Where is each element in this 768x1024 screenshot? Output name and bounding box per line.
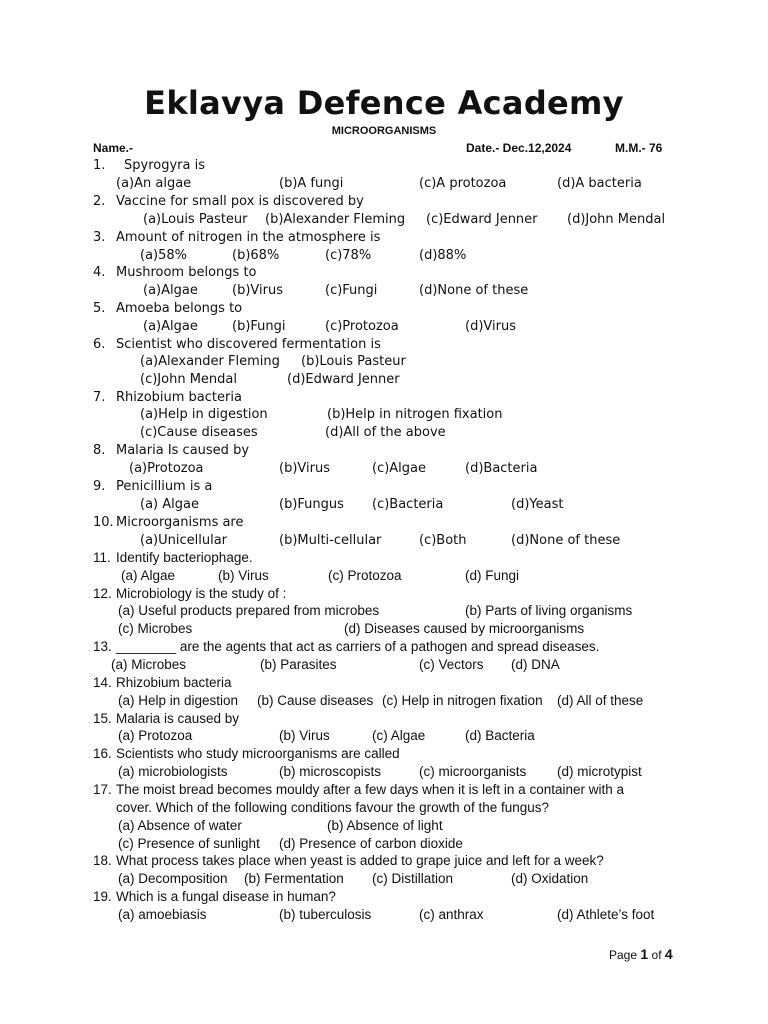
question-number: 12. xyxy=(93,586,112,601)
question-text: Mushroom belongs to xyxy=(116,265,257,280)
max-marks: M.M.- 76 xyxy=(615,141,663,155)
page-total: 4 xyxy=(664,946,673,962)
option: (c) anthrax xyxy=(419,907,484,922)
option: (a) Protozoa xyxy=(118,728,193,743)
option: (b)Virus xyxy=(279,461,330,476)
question-number: 10. xyxy=(93,515,114,530)
option: (c)Bacteria xyxy=(372,497,444,512)
question-number: 13. xyxy=(93,639,112,654)
page-footer xyxy=(609,946,673,962)
question-number: 18. xyxy=(93,853,112,868)
page-word: Page xyxy=(609,948,638,962)
question-number: 14. xyxy=(93,675,112,690)
option: (c)Both xyxy=(419,533,467,548)
option: (b)Multi-cellular xyxy=(279,533,382,548)
question-text: Microorganisms are xyxy=(116,515,244,530)
question-text: Malaria Is caused by xyxy=(116,443,250,458)
option: (c)Algae xyxy=(372,461,427,476)
question-text: Spyrogyra is xyxy=(124,158,205,173)
option: (a)Algae xyxy=(143,319,198,334)
option: (b)68% xyxy=(232,248,280,263)
question-number: 7. xyxy=(93,390,106,405)
document-subtitle: MICROORGANISMS xyxy=(331,125,437,137)
question-text: Which is a fungal disease in human? xyxy=(116,889,336,904)
option: (b)A fungi xyxy=(279,176,344,191)
option: (b) Virus xyxy=(218,568,269,583)
option: (d)Virus xyxy=(465,319,516,334)
question-text: Rhizobium bacteria xyxy=(116,675,232,690)
question-number: 1. xyxy=(93,158,106,173)
question-text: Amount of nitrogen in the atmosphere is xyxy=(116,230,381,245)
option: (d)John Mendal xyxy=(567,212,666,227)
option: (d)A bacteria xyxy=(557,176,642,191)
question-text: What process takes place when yeast is added to grape juice and left for a week? xyxy=(116,853,604,868)
option: (d)Yeast xyxy=(511,497,564,512)
page-number: 1 xyxy=(640,946,649,962)
question-number: 11. xyxy=(93,550,111,565)
question-number: 4. xyxy=(93,265,106,280)
option: (a)Help in digestion xyxy=(140,407,268,422)
option: (a)Alexander Fleming xyxy=(140,354,280,369)
option: (d) microtypist xyxy=(557,764,642,779)
option: (c)Protozoa xyxy=(325,319,399,334)
question-text: Vaccine for small pox is discovered by xyxy=(116,194,364,209)
option: (a) microbiologists xyxy=(118,764,228,779)
option: (b) Parts of living organisms xyxy=(465,603,633,618)
option: (c) Microbes xyxy=(118,621,193,636)
option: (d) Fungi xyxy=(465,568,520,583)
question-text: ________ are the agents that act as carriers of a pathogen and spread diseases. xyxy=(116,639,600,654)
option: (d)All of the above xyxy=(325,425,446,440)
option: (d)88% xyxy=(419,248,467,263)
question-text: Penicillium is a xyxy=(116,479,213,494)
option: (a)Protozoa xyxy=(129,461,204,476)
option: (d) Diseases caused by microorganisms xyxy=(344,621,585,636)
option: (b) Fermentation xyxy=(244,871,344,886)
question-text: Scientist who discovered fermentation is xyxy=(116,337,381,352)
option: (c)A protozoa xyxy=(419,176,507,191)
option: (a)Algae xyxy=(143,283,198,298)
option: (b) tuberculosis xyxy=(279,907,372,922)
question-number: 3. xyxy=(93,230,106,245)
option: (a) Useful products prepared from microbes xyxy=(118,603,380,618)
option: (c)78% xyxy=(325,248,372,263)
option: (d) All of these xyxy=(557,693,644,708)
document-title: Eklavya Defence Academy xyxy=(144,84,624,122)
option: (a) Absence of water xyxy=(118,818,242,833)
of-word: of xyxy=(651,948,662,962)
option: (a) Microbes xyxy=(111,657,187,672)
option: (a)58% xyxy=(140,248,188,263)
option: (b) Virus xyxy=(279,728,330,743)
option: (a) Algae xyxy=(121,568,176,583)
name-field-label: Name.- xyxy=(93,141,134,155)
option: (c)Edward Jenner xyxy=(426,212,538,227)
option: (d) Athlete’s foot xyxy=(557,907,655,922)
option: (a)An algae xyxy=(116,176,192,191)
option: (b)Louis Pasteur xyxy=(301,354,406,369)
question-number: 5. xyxy=(93,301,106,316)
question-text: Scientists who study microorganisms are called xyxy=(116,746,400,761)
option: (a)Unicellular xyxy=(140,533,228,548)
question-number: 15. xyxy=(93,711,112,726)
option: (b)Alexander Fleming xyxy=(265,212,406,227)
option: (d) Oxidation xyxy=(511,871,589,886)
option: (c) Protozoa xyxy=(328,568,402,583)
option: (d) DNA xyxy=(511,657,560,672)
option: (b)Fungi xyxy=(232,319,286,334)
option: (d)Bacteria xyxy=(465,461,538,476)
question-text: Microbiology is the study of : xyxy=(116,586,287,601)
option: (c)Fungi xyxy=(325,283,378,298)
option: (d) Bacteria xyxy=(465,728,535,743)
question-number: 19. xyxy=(93,889,112,904)
option: (a) Algae xyxy=(140,497,199,512)
option: (b)Virus xyxy=(232,283,283,298)
option: (b) Absence of light xyxy=(327,818,443,833)
option: (c) Distillation xyxy=(372,871,454,886)
option: (b)Help in nitrogen fixation xyxy=(327,407,503,422)
exam-date: Date.- Dec.12,2024 xyxy=(466,141,572,155)
option: (b) microscopists xyxy=(279,764,382,779)
option: (c)John Mendal xyxy=(140,372,237,387)
option: (a) amoebiasis xyxy=(118,907,207,922)
option: (a) Decomposition xyxy=(118,871,228,886)
question-text-continued: cover. Which of the following conditions favour the growth of the fungus? xyxy=(116,800,550,815)
question-text: The moist bread becomes mouldy after a few days when it is left in a container with a xyxy=(116,782,624,797)
option: (a)Louis Pasteur xyxy=(143,212,248,227)
question-number: 9. xyxy=(93,479,106,494)
option: (b) Parasites xyxy=(260,657,337,672)
option: (d)None of these xyxy=(419,283,529,298)
question-number: 16. xyxy=(93,746,112,761)
option: (d) Presence of carbon dioxide xyxy=(279,836,463,851)
option: (b) Cause diseases xyxy=(257,693,374,708)
question-number: 17. xyxy=(93,782,112,797)
question-number: 6. xyxy=(93,337,106,352)
option: (c) Vectors xyxy=(419,657,484,672)
option: (b)Fungus xyxy=(279,497,344,512)
option: (c) Help in nitrogen fixation xyxy=(382,693,543,708)
option: (d)None of these xyxy=(511,533,621,548)
question-text: Rhizobium bacteria xyxy=(116,390,242,405)
question-text: Identify bacteriophage. xyxy=(116,550,253,565)
option: (a) Help in digestion xyxy=(118,693,239,708)
question-number: 8. xyxy=(93,443,106,458)
question-text: Amoeba belongs to xyxy=(116,301,243,316)
option: (c) Algae xyxy=(372,728,426,743)
question-text: Malaria is caused by xyxy=(116,711,240,726)
option: (c)Cause diseases xyxy=(140,425,258,440)
option: (c) microorganists xyxy=(419,764,527,779)
option: (d)Edward Jenner xyxy=(287,372,400,387)
option: (c) Presence of sunlight xyxy=(118,836,260,851)
question-number: 2. xyxy=(93,194,106,209)
